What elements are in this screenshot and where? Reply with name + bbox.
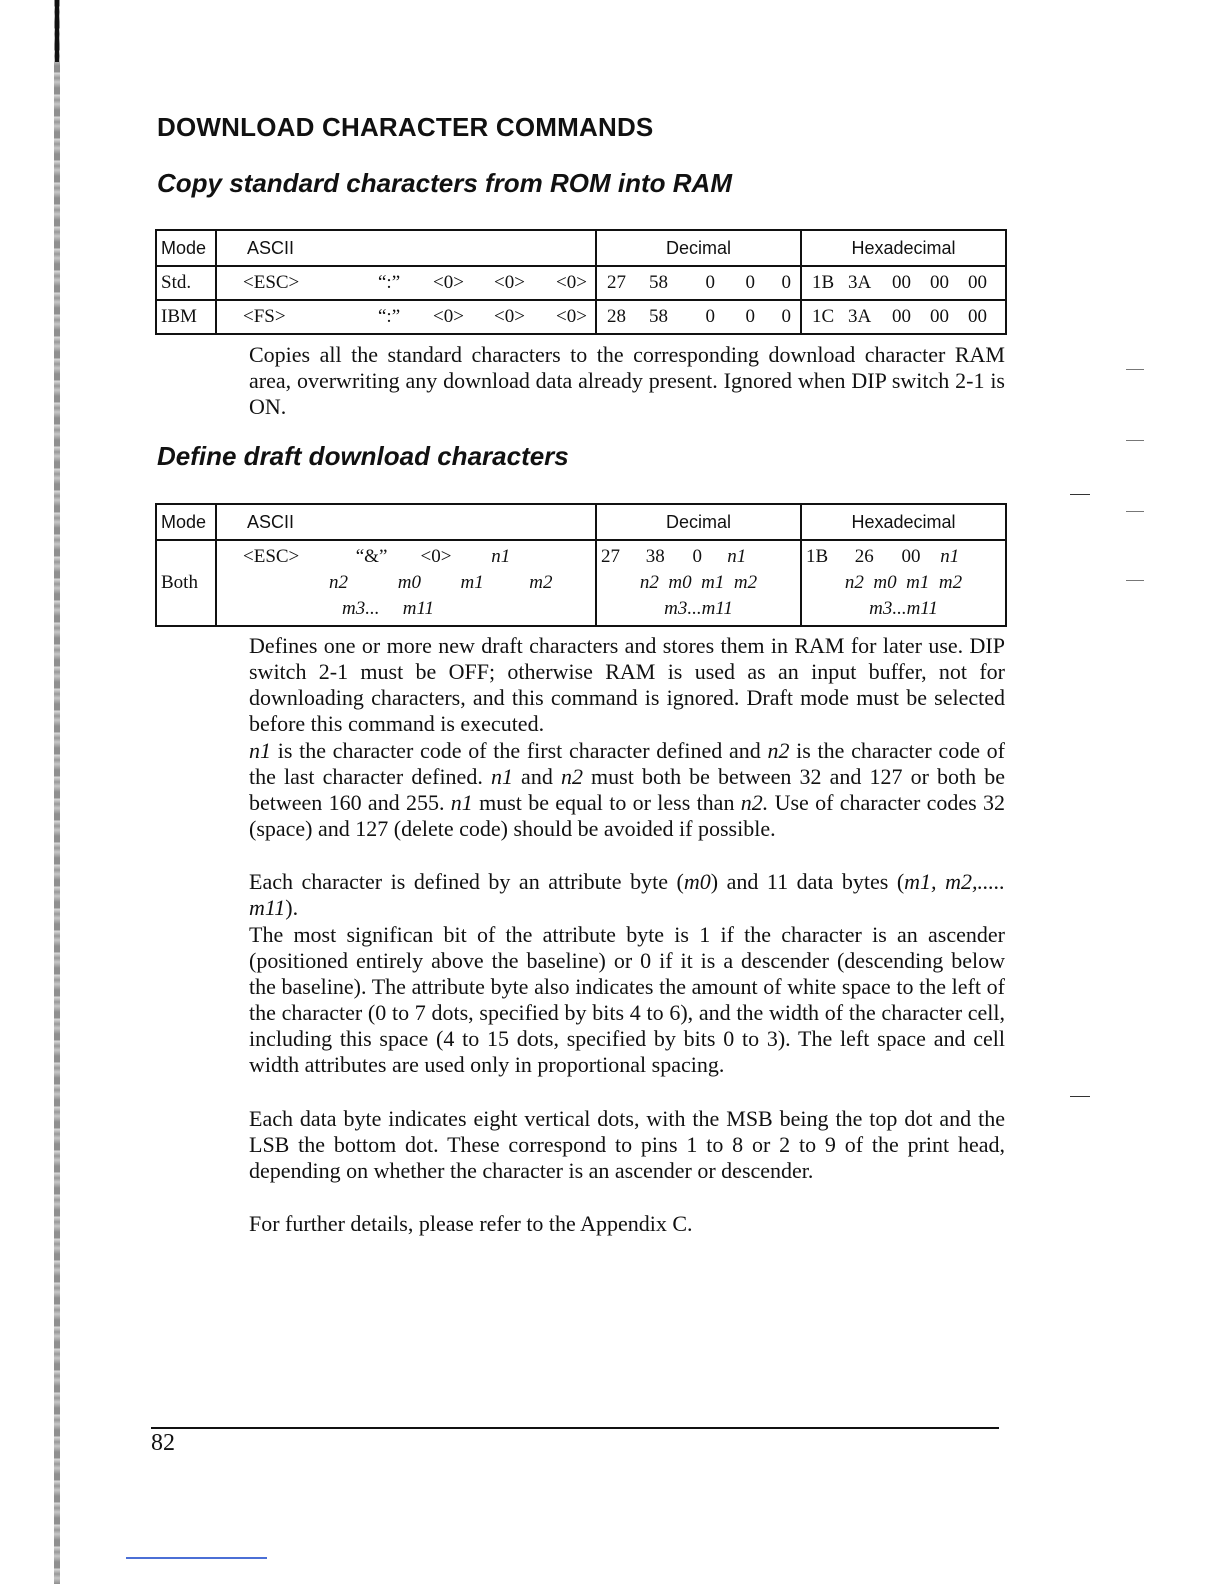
ascii-token: <ESC> <box>243 546 300 567</box>
ascii-token: n1 <box>491 546 511 567</box>
decimal-token: 0 <box>781 306 791 327</box>
ascii-token: “:” <box>378 272 401 293</box>
hex-token: 00 <box>930 306 949 327</box>
decimal-token: 58 <box>649 306 668 327</box>
decimal-token: 0 <box>745 306 755 327</box>
table-header-row <box>156 230 1006 266</box>
text-run: and <box>512 764 561 789</box>
margin-mark <box>1126 511 1144 512</box>
header-ascii: ASCII <box>216 230 596 266</box>
table-row <box>156 266 1006 300</box>
hex-cell <box>801 300 1006 334</box>
decimal-token: 27 <box>601 546 620 567</box>
hex-token: 3A <box>848 306 872 327</box>
ascii-token: m3... <box>342 598 380 619</box>
section1-title: Copy standard characters from ROM into RAM <box>157 168 732 198</box>
ascii-line <box>217 544 595 570</box>
decimal-token: 0 <box>745 272 755 293</box>
ascii-token: <0> <box>433 272 464 293</box>
copy-command-table <box>155 229 1007 335</box>
para-data-byte: Each data byte indicates eight vertical dots, with the MSB being the top dot and the LSB the bottom dot. These correspond to pins 1 to 8 or 2 to 9 of the print head, depending on whether the character is an ascender or descender. <box>249 1106 1005 1183</box>
ascii-line <box>217 570 595 596</box>
var-n1: n1 <box>490 764 513 789</box>
hex-token: 1C <box>812 306 835 327</box>
header-decimal: Decimal <box>596 504 801 540</box>
text-run: is the character code of the first character defined and <box>271 738 768 763</box>
ascii-cell <box>216 540 596 626</box>
decimal-token: 0 <box>692 546 702 567</box>
scan-edge-mark <box>55 0 59 62</box>
para-attribute-byte <box>249 869 1005 921</box>
mode-cell: Both <box>156 540 216 626</box>
section2-title: Define draft download characters <box>157 441 569 471</box>
hex-token: 1B <box>806 546 829 567</box>
text-run: must be equal to or less than <box>472 790 741 815</box>
page-heading: DOWNLOAD CHARACTER COMMANDS <box>157 112 654 142</box>
hex-token: 3A <box>848 272 872 293</box>
hex-line <box>802 544 1005 570</box>
ascii-token: <0> <box>556 306 587 327</box>
ascii-token: “:” <box>378 306 401 327</box>
table-row <box>156 300 1006 334</box>
header-ascii: ASCII <box>216 504 596 540</box>
ascii-token: <0> <box>494 306 525 327</box>
margin-mark <box>1126 440 1144 441</box>
text-run: ) and 11 data bytes ( <box>710 869 905 894</box>
scan-binding-edge <box>54 0 60 1584</box>
margin-mark <box>1070 494 1090 495</box>
hex-token: 00 <box>968 272 987 293</box>
var-n2: n2. <box>740 790 769 815</box>
margin-mark <box>1070 1096 1090 1097</box>
ascii-cell <box>216 300 596 334</box>
margin-mark <box>1126 369 1144 370</box>
para-defines: Defines one or more new draft characters and stores them in RAM for later use. DIP switch 2-1 must be OFF; otherwise RAM is used as an input buffer, not for downloading characters, and this command is ignored. Draft mode must be selected before this command is executed. <box>249 633 1005 736</box>
decimal-cell <box>596 266 801 300</box>
hex-cell <box>801 266 1006 300</box>
header-hexadecimal: Hexadecimal <box>801 504 1006 540</box>
decimal-line: m3...m11 <box>664 598 733 619</box>
decimal-token: 0 <box>705 306 715 327</box>
decimal-token: 28 <box>607 306 626 327</box>
ascii-token: m11 <box>402 598 435 619</box>
ascii-cell <box>216 266 596 300</box>
ascii-token: n2 <box>329 572 348 593</box>
table-row <box>156 540 1006 626</box>
table-header-row <box>156 504 1006 540</box>
mode-cell: Std. <box>156 266 216 300</box>
mode-cell: IBM <box>156 300 216 334</box>
hex-token: 00 <box>930 272 949 293</box>
text-run: is the character code of the last character defined. <box>249 738 1005 789</box>
decimal-token: 27 <box>607 272 626 293</box>
decimal-token: 38 <box>645 546 665 567</box>
para-significant-bit: The most significan bit of the attribute byte is 1 if the character is an ascender (positioned entirely above the baseline) or 0 if it is a descender (descending below the baseline). The attribute byte also indicates the amount of white space to the left of the character (0 to 7 dots, specified by bits 4 to 6), and the width of the character cell, including this space (4 to 15 dots, specified by bits 0 to 3). The left space and cell width attributes are used only in proportional spacing. <box>249 922 1005 1077</box>
text-run: Use of character codes 32 (space) and 127 (delete code) should be avoided if possible. <box>249 790 1006 841</box>
decimal-token: 58 <box>649 272 668 293</box>
hex-cell <box>801 540 1006 626</box>
hex-token: 00 <box>892 272 911 293</box>
ascii-token: <FS> <box>243 306 286 327</box>
margin-mark <box>1126 580 1144 581</box>
ascii-token: m1 <box>460 572 484 593</box>
section1-description: Copies all the standard characters to the corresponding download character RAM area, overwriting any download data already present. Ignored when DIP switch 2-1 is ON. <box>249 342 1005 419</box>
define-command-table <box>155 503 1007 627</box>
header-hexadecimal: Hexadecimal <box>801 230 1006 266</box>
var-data-bytes: m1, m2,..... m11 <box>249 869 1005 920</box>
header-mode: Mode <box>156 504 216 540</box>
hex-line: m3...m11 <box>869 598 938 619</box>
var-n2: n2 <box>767 738 790 763</box>
var-n1: n1 <box>450 790 473 815</box>
var-n1: n1 <box>249 738 271 763</box>
ascii-token: m2 <box>529 572 553 593</box>
para-n1-n2 <box>249 738 1005 842</box>
hex-line: n2 m0 m1 m2 <box>844 572 963 593</box>
decimal-cell <box>596 300 801 334</box>
ascii-token: “&” <box>355 546 388 567</box>
hex-token: 1B <box>812 272 835 293</box>
text-run: must both be between 32 and 127 or both be between 160 and 255. <box>249 764 1005 815</box>
ascii-line <box>217 596 595 622</box>
hex-token: 00 <box>968 306 987 327</box>
decimal-cell <box>596 540 801 626</box>
header-mode: Mode <box>156 230 216 266</box>
text-run: Each character is defined by an attribute byte ( <box>249 869 684 894</box>
text-run: ). <box>285 895 299 920</box>
footer-rule <box>151 1427 999 1429</box>
decimal-token: 0 <box>781 272 791 293</box>
decimal-token: 0 <box>705 272 715 293</box>
ascii-token: <0> <box>556 272 587 293</box>
hex-token: 26 <box>854 546 874 567</box>
scan-artifact-line <box>126 1557 267 1559</box>
var-n2: n2 <box>560 764 583 789</box>
hex-token: 00 <box>892 306 911 327</box>
ascii-token: <ESC> <box>243 272 300 293</box>
ascii-token: m0 <box>397 572 421 593</box>
ascii-token: <0> <box>494 272 525 293</box>
page-number: 82 <box>151 1430 175 1456</box>
hex-token: 00 <box>901 546 921 567</box>
para-further-details: For further details, please refer to the Appendix C. <box>249 1211 693 1236</box>
ascii-token: <0> <box>433 306 464 327</box>
ascii-token: <0> <box>420 546 452 567</box>
decimal-line <box>597 544 800 570</box>
header-decimal: Decimal <box>596 230 801 266</box>
hex-token: n1 <box>940 546 960 567</box>
decimal-line: n2 m0 m1 m2 <box>639 572 758 593</box>
var-m0: m0 <box>683 869 711 894</box>
decimal-token: n1 <box>727 546 747 567</box>
